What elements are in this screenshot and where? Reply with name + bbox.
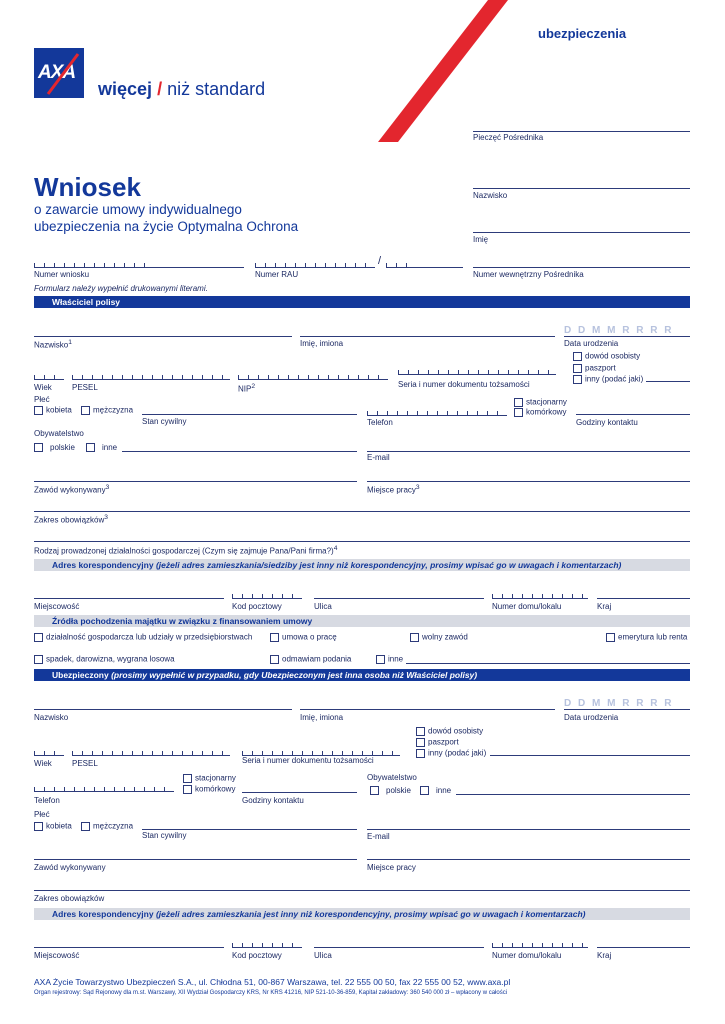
- insured-civil-status-field[interactable]: [142, 829, 357, 830]
- insured-sex-label: Płeć: [34, 810, 50, 819]
- checkbox[interactable]: [420, 786, 429, 795]
- owner-contact-hours-field[interactable]: [576, 414, 690, 415]
- corr-house-no-label: Numer domu/lokalu: [492, 602, 562, 611]
- checkbox[interactable]: [514, 398, 523, 407]
- owner-contact-hours-label: Godziny kontaktu: [576, 418, 638, 427]
- instruction-text: Formularz należy wypełnić drukowanymi literami.: [34, 284, 208, 293]
- owner-nip-field[interactable]: [238, 374, 388, 380]
- owner-occupation-label: Zawód wykonywany$^3$: [34, 484, 110, 495]
- tagline: [98, 79, 265, 100]
- insured-id-doc-option-2[interactable]: inny (podać jaki): [416, 749, 486, 758]
- owner-citizenship-polish[interactable]: polskie: [34, 443, 75, 452]
- checkbox[interactable]: [81, 406, 90, 415]
- insured-occupation-field[interactable]: [34, 859, 357, 860]
- rau-number-field[interactable]: [255, 262, 375, 268]
- insured-phone-label: Telefon: [34, 796, 60, 805]
- insured-duties-label: Zakres obowiązków: [34, 894, 105, 903]
- owner-citizenship-other[interactable]: inne: [86, 443, 117, 452]
- owner-surname-label: Nazwisko$^1$: [34, 339, 72, 350]
- checkbox[interactable]: [270, 633, 279, 642]
- checkbox[interactable]: [183, 774, 192, 783]
- application-number-line: [154, 267, 244, 268]
- insured-email-label: E-mail: [367, 832, 390, 841]
- funds-option-freelance[interactable]: wolny zawód: [410, 633, 468, 642]
- owner-section-header: [34, 296, 690, 308]
- corr-country-label: Kraj: [597, 602, 612, 611]
- insured-citizenship-other-line[interactable]: [456, 794, 690, 795]
- logo-slash-icon: [34, 48, 84, 98]
- owner-duties-label: Zakres obowiązków$^3$: [34, 514, 108, 525]
- owner-id-series-label: Seria i numer dokumentu tożsamości: [398, 380, 530, 389]
- insured-workplace-label: Miejsce pracy: [367, 863, 416, 872]
- corr2-street-label: Ulica: [314, 951, 332, 960]
- funds-source-header: [34, 615, 690, 627]
- owner-citizenship-label: Obywatelstwo: [34, 429, 84, 438]
- axa-logo-text: AXA: [38, 62, 76, 83]
- owner-given-names-label: Imię, imiona: [300, 339, 344, 348]
- owner-business-type-field[interactable]: [34, 541, 690, 542]
- insured-dob-line: [564, 709, 690, 710]
- agent-name-label: Imię: [473, 235, 489, 244]
- rau-suffix-field[interactable]: [386, 262, 416, 268]
- insured-citizenship-label: Obywatelstwo: [367, 773, 417, 782]
- corr-address-header: [34, 559, 690, 571]
- owner-citizenship-other-line[interactable]: [122, 451, 357, 452]
- insured-given-names-label: Imię, imiona: [300, 713, 344, 722]
- owner-civil-status-label: Stan cywilny: [142, 417, 187, 426]
- insured-pesel-label: PESEL: [72, 759, 98, 768]
- insured-section-header: [34, 669, 690, 681]
- funds-other-line[interactable]: [406, 663, 690, 664]
- insured-email-field[interactable]: [367, 829, 690, 830]
- corr2-city-field[interactable]: [34, 947, 224, 948]
- checkbox[interactable]: [34, 655, 43, 664]
- funds-option-pension[interactable]: emerytura lub renta: [606, 633, 687, 642]
- agent-name-line[interactable]: [473, 232, 690, 233]
- owner-section-title: Właściciel polisy: [52, 297, 121, 307]
- insured-id-doc-option-1[interactable]: paszport: [416, 738, 459, 747]
- insured-workplace-field[interactable]: [367, 859, 690, 860]
- insured-surname-field[interactable]: [34, 709, 292, 710]
- insured-civil-status-label: Stan cywilny: [142, 831, 187, 840]
- insured-dob-field[interactable]: D D M M R R R R: [564, 698, 674, 709]
- insured-pesel-field[interactable]: [72, 750, 230, 756]
- owner-id-doc-option-0[interactable]: dowód osobisty: [573, 352, 640, 361]
- checkbox[interactable]: [34, 443, 43, 452]
- insured-citizenship-other[interactable]: inne: [420, 786, 451, 795]
- insured-phone-type-1[interactable]: komórkowy: [183, 785, 235, 794]
- page-title: Wniosek: [34, 172, 141, 202]
- owner-age-label: Wiek: [34, 383, 52, 392]
- corr-address-2-title: Adres korespondencyjny (jeżeli adres zamieszkania jest inny niż korespondencyjny, prosimy wpisać go w uwagach i komentarzach): [52, 909, 586, 919]
- corr-postcode-label: Kod pocztowy: [232, 602, 282, 611]
- corr-city-field[interactable]: [34, 598, 224, 599]
- insured-age-label: Wiek: [34, 759, 52, 768]
- application-number-label: Numer wniosku: [34, 270, 90, 279]
- insured-age-field[interactable]: [34, 750, 64, 756]
- tagline-rest: niż standard: [167, 79, 266, 99]
- owner-dob-line: [564, 336, 690, 337]
- owner-email-field[interactable]: [367, 451, 690, 452]
- tagline-bold: więcej: [98, 79, 153, 99]
- corr2-postcode-field[interactable]: [232, 942, 302, 948]
- subtitle-line-2: ubezpieczenia na życie Optymalna Ochrona: [34, 219, 299, 234]
- category-label: ubezpieczenia: [538, 26, 627, 41]
- insured-id-doc-other-line[interactable]: [490, 755, 690, 756]
- insured-given-names-field[interactable]: [300, 709, 555, 710]
- decorative-red-stripe: [360, 0, 520, 150]
- owner-business-type-label: Rodzaj prowadzonej działalności gospodarczej (Czym się zajmuje Pana/Pani firma?)$^4$: [34, 545, 338, 556]
- owner-workplace-field[interactable]: [367, 481, 690, 482]
- checkbox[interactable]: [34, 822, 43, 831]
- funds-source-title: Źródła pochodzenia majątku w związku z finansowaniem umowy: [52, 616, 313, 626]
- funds-option-inheritance[interactable]: spadek, darowizna, wygrana losowa: [34, 655, 175, 664]
- agent-surname-line[interactable]: [473, 188, 690, 189]
- insured-sex-female[interactable]: kobieta: [34, 822, 72, 831]
- checkbox[interactable]: [514, 408, 523, 417]
- stamp-label: Pieczęć Pośrednika: [473, 133, 544, 142]
- funds-option-employment[interactable]: umowa o pracę: [270, 633, 337, 642]
- corr2-country-label: Kraj: [597, 951, 612, 960]
- corr2-house-no-field[interactable]: [492, 942, 588, 948]
- owner-sex-label: Płeć: [34, 395, 50, 404]
- application-number-field[interactable]: [34, 262, 154, 268]
- owner-age-field[interactable]: [34, 374, 64, 380]
- owner-given-names-field[interactable]: [300, 336, 555, 337]
- checkbox[interactable]: [81, 822, 90, 831]
- checkbox[interactable]: [376, 655, 385, 664]
- corr2-city-label: Miejscowość: [34, 951, 80, 960]
- insured-duties-field[interactable]: [34, 890, 690, 891]
- agent-surname-label: Nazwisko: [473, 191, 508, 200]
- owner-civil-status-field[interactable]: [142, 414, 357, 415]
- checkbox[interactable]: [34, 406, 43, 415]
- owner-phone-label: Telefon: [367, 418, 393, 427]
- owner-pesel-label: PESEL: [72, 383, 98, 392]
- corr-house-no-field[interactable]: [492, 593, 588, 599]
- insured-citizenship-polish[interactable]: polskie: [370, 786, 411, 795]
- checkbox[interactable]: [86, 443, 95, 452]
- owner-workplace-label: Miejsce pracy$^3$: [367, 484, 420, 495]
- owner-dob-label: Data urodzenia: [564, 339, 619, 348]
- checkbox[interactable]: [410, 633, 419, 642]
- checkbox[interactable]: [270, 655, 279, 664]
- corr2-country-field[interactable]: [597, 947, 690, 948]
- subtitle-line-1: o zawarcie umowy indywidualnego: [34, 202, 242, 217]
- insured-contact-hours-field[interactable]: [242, 792, 357, 793]
- owner-id-doc-option-2[interactable]: inny (podać jaki): [573, 375, 643, 384]
- checkbox[interactable]: [573, 352, 582, 361]
- insured-sex-male[interactable]: mężczyzna: [81, 822, 133, 831]
- checkbox[interactable]: [183, 785, 192, 794]
- internal-agent-number-field[interactable]: [473, 262, 690, 268]
- insured-id-series-label: Seria i numer dokumentu tożsamości: [242, 756, 374, 765]
- corr-postcode-field[interactable]: [232, 593, 302, 599]
- checkbox[interactable]: [34, 633, 43, 642]
- checkbox[interactable]: [573, 364, 582, 373]
- owner-phone-type-0[interactable]: stacjonarny: [514, 398, 567, 407]
- owner-dob-field[interactable]: D D M M R R R R: [564, 325, 674, 336]
- corr-country-field[interactable]: [597, 598, 690, 599]
- owner-phone-type-1[interactable]: komórkowy: [514, 408, 566, 417]
- corr-street-field[interactable]: [314, 598, 484, 599]
- footer-company-info: AXA Życie Towarzystwo Ubezpieczeń S.A., ul. Chłodna 51, 00-867 Warszawa, tel. 22 555 00 50, fax 22 555 00 52, www.axa.pl: [34, 977, 511, 987]
- owner-email-label: E-mail: [367, 453, 390, 462]
- corr-street-label: Ulica: [314, 602, 332, 611]
- stamp-line: [473, 131, 690, 132]
- funds-option-other[interactable]: inne: [376, 655, 403, 664]
- owner-pesel-field[interactable]: [72, 374, 230, 380]
- rau-number-label: Numer RAU: [255, 270, 299, 279]
- owner-nip-label: NIP$^2$: [238, 383, 256, 394]
- axa-logo: [34, 48, 84, 98]
- insured-id-doc-option-0[interactable]: dowód osobisty: [416, 727, 483, 736]
- corr2-house-no-label: Numer domu/lokalu: [492, 951, 562, 960]
- checkbox[interactable]: [416, 738, 425, 747]
- checkbox[interactable]: [416, 749, 425, 758]
- corr-address-title: Adres korespondencyjny (jeżeli adres zamieszkania/siedziby jest inny niż korespondencyjny, prosimy wpisać go w uwagach i komentarzach): [52, 560, 622, 570]
- corr-city-label: Miejscowość: [34, 602, 80, 611]
- owner-phone-field[interactable]: [367, 410, 507, 416]
- owner-duties-field[interactable]: [34, 511, 690, 512]
- insured-section-title: Ubezpieczony (prosimy wypełnić w przypadku, gdy Ubezpieczonym jest inna osoba niż Właściciel polisy): [52, 670, 478, 680]
- corr-address-2-header: [34, 908, 690, 920]
- owner-sex-female[interactable]: kobieta: [34, 406, 72, 415]
- owner-surname-field[interactable]: [34, 336, 292, 337]
- owner-id-doc-other-line[interactable]: [646, 381, 690, 382]
- owner-id-doc-option-1[interactable]: paszport: [573, 364, 616, 373]
- funds-option-business[interactable]: działalność gospodarcza lub udziały w przedsiębiorstwach: [34, 633, 252, 642]
- tagline-slash: /: [157, 79, 163, 99]
- owner-id-series-field[interactable]: [398, 369, 556, 375]
- insured-contact-hours-label: Godziny kontaktu: [242, 796, 304, 805]
- insured-occupation-label: Zawód wykonywany: [34, 863, 106, 872]
- owner-occupation-field[interactable]: [34, 481, 357, 482]
- checkbox[interactable]: [416, 727, 425, 736]
- rau-slash: /: [378, 255, 382, 267]
- insured-phone-field[interactable]: [34, 786, 174, 792]
- corr2-street-field[interactable]: [314, 947, 484, 948]
- owner-sex-male[interactable]: mężczyzna: [81, 406, 133, 415]
- insured-dob-label: Data urodzenia: [564, 713, 619, 722]
- corr2-postcode-label: Kod pocztowy: [232, 951, 282, 960]
- checkbox[interactable]: [370, 786, 379, 795]
- footer-registration-info: Organ rejestrowy: Sąd Rejonowy dla m.st. Warszawy, XII Wydział Gospodarczy KRS, Nr KRS 41216, NIP 521-10-36-859, Kapitał zakładowy: 360 540 000 zł – wpłacony w całości: [34, 990, 508, 996]
- checkbox[interactable]: [606, 633, 615, 642]
- rau-line: [416, 267, 463, 268]
- funds-option-decline[interactable]: odmawiam podania: [270, 655, 351, 664]
- insured-surname-label: Nazwisko: [34, 713, 69, 722]
- checkbox[interactable]: [573, 375, 582, 384]
- insured-phone-type-0[interactable]: stacjonarny: [183, 774, 236, 783]
- internal-agent-number-label: Numer wewnętrzny Pośrednika: [473, 270, 584, 279]
